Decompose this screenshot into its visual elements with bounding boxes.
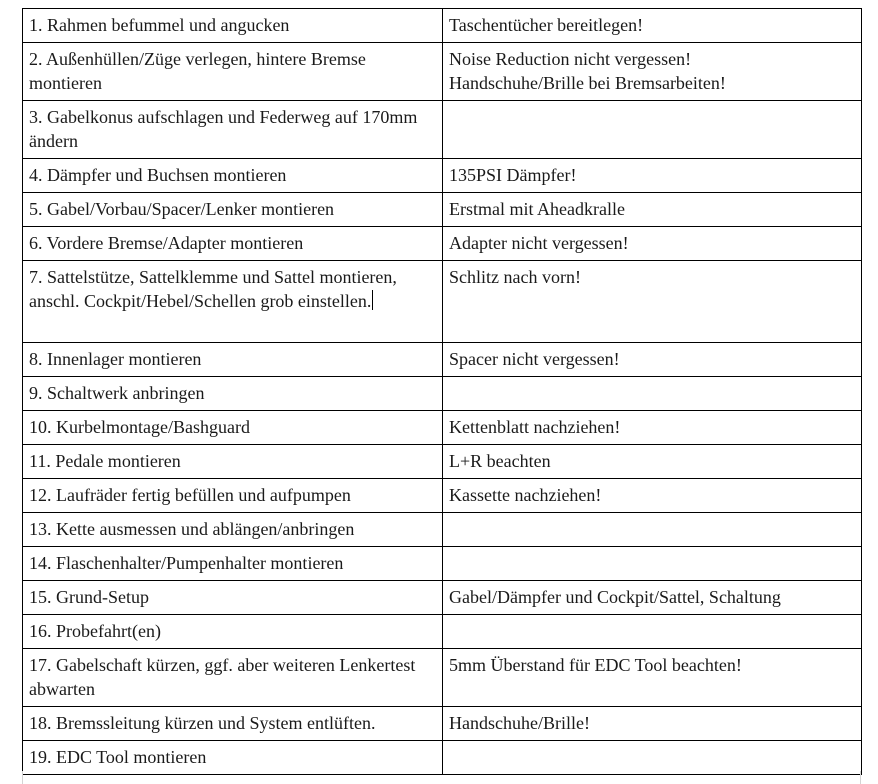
table-row	[23, 43, 862, 101]
checklist-table	[22, 8, 862, 775]
step-text: 13. Kette ausmessen und ablängen/anbringen	[29, 519, 355, 539]
step-text: 4. Dämpfer und Buchsen montieren	[29, 165, 287, 185]
step-cell[interactable]	[23, 411, 443, 445]
step-text: 17. Gabelschaft kürzen, ggf. aber weiteren Lenkertest abwarten	[29, 655, 416, 699]
note-text: Adapter nicht vergessen!	[449, 233, 629, 253]
table-row	[23, 581, 862, 615]
note-cell[interactable]	[443, 159, 862, 193]
step-text: 11. Pedale montieren	[29, 451, 181, 471]
table-row	[23, 411, 862, 445]
note-cell[interactable]	[443, 343, 862, 377]
step-cell[interactable]	[23, 547, 443, 581]
step-text: 9. Schaltwerk anbringen	[29, 383, 205, 403]
step-cell[interactable]	[23, 581, 443, 615]
step-text: 1. Rahmen befummel und angucken	[29, 15, 290, 35]
text-cursor	[372, 290, 373, 310]
note-cell[interactable]	[443, 227, 862, 261]
note-cell[interactable]	[443, 411, 862, 445]
table-row	[23, 377, 862, 411]
table-row	[23, 9, 862, 43]
table-row	[23, 445, 862, 479]
note-cell[interactable]	[443, 377, 862, 411]
note-cell[interactable]	[443, 479, 862, 513]
step-text: 12. Laufräder fertig befüllen und aufpumpen	[29, 485, 351, 505]
step-cell[interactable]	[23, 227, 443, 261]
step-cell[interactable]	[23, 43, 443, 101]
note-cell[interactable]	[443, 649, 862, 707]
table-row	[23, 547, 862, 581]
note-text: Noise Reduction nicht vergessen! Handschuhe/Brille bei Bremsarbeiten!	[449, 49, 726, 93]
note-cell[interactable]	[443, 581, 862, 615]
step-cell[interactable]	[23, 649, 443, 707]
step-cell[interactable]	[23, 513, 443, 547]
note-text: L+R beachten	[449, 451, 551, 471]
step-text: 2. Außenhüllen/Züge verlegen, hintere Bremse montieren	[29, 49, 366, 93]
page-edge	[22, 771, 861, 784]
table-row	[23, 227, 862, 261]
note-text: Schlitz nach vorn!	[449, 267, 581, 287]
table-row	[23, 513, 862, 547]
table-row	[23, 741, 862, 775]
note-cell[interactable]	[443, 261, 862, 343]
step-cell[interactable]	[23, 615, 443, 649]
note-text: Handschuhe/Brille!	[449, 713, 590, 733]
step-cell[interactable]	[23, 479, 443, 513]
step-cell[interactable]	[23, 445, 443, 479]
step-text: 19. EDC Tool montieren	[29, 747, 207, 767]
note-cell[interactable]	[443, 43, 862, 101]
note-text: Spacer nicht vergessen!	[449, 349, 620, 369]
table-row	[23, 343, 862, 377]
step-text: 7. Sattelstütze, Sattelklemme und Sattel montieren, anschl. Cockpit/Hebel/Schellen grob einstellen.	[29, 267, 397, 311]
note-cell[interactable]	[443, 707, 862, 741]
note-cell[interactable]	[443, 547, 862, 581]
note-text: Kettenblatt nachziehen!	[449, 417, 621, 437]
table-row	[23, 649, 862, 707]
step-cell[interactable]	[23, 343, 443, 377]
step-cell[interactable]	[23, 159, 443, 193]
step-cell[interactable]	[23, 377, 443, 411]
step-text: 5. Gabel/Vorbau/Spacer/Lenker montieren	[29, 199, 335, 219]
table-row	[23, 261, 862, 343]
table-row	[23, 159, 862, 193]
note-text: Taschentücher bereitlegen!	[449, 15, 644, 35]
step-cell[interactable]	[23, 9, 443, 43]
step-cell[interactable]	[23, 261, 443, 343]
table-row	[23, 707, 862, 741]
note-cell[interactable]	[443, 741, 862, 775]
note-cell[interactable]	[443, 513, 862, 547]
step-text: 8. Innenlager montieren	[29, 349, 202, 369]
step-cell[interactable]	[23, 193, 443, 227]
note-text: Gabel/Dämpfer und Cockpit/Sattel, Schaltung	[449, 587, 781, 607]
step-text: 18. Bremssleitung kürzen und System entlüften.	[29, 713, 376, 733]
note-text: 135PSI Dämpfer!	[449, 165, 577, 185]
step-text: 14. Flaschenhalter/Pumpenhalter montieren	[29, 553, 344, 573]
table-row	[23, 193, 862, 227]
note-cell[interactable]	[443, 101, 862, 159]
note-cell[interactable]	[443, 615, 862, 649]
step-text: 6. Vordere Bremse/Adapter montieren	[29, 233, 304, 253]
table-row	[23, 479, 862, 513]
step-text: 16. Probefahrt(en)	[29, 621, 161, 641]
note-cell[interactable]	[443, 445, 862, 479]
note-text: Kassette nachziehen!	[449, 485, 602, 505]
table-row	[23, 101, 862, 159]
note-cell[interactable]	[443, 9, 862, 43]
note-cell[interactable]	[443, 193, 862, 227]
note-text: Erstmal mit Aheadkralle	[449, 199, 625, 219]
step-text: 15. Grund-Setup	[29, 587, 149, 607]
step-cell[interactable]	[23, 741, 443, 775]
step-cell[interactable]	[23, 101, 443, 159]
step-text: 10. Kurbelmontage/Bashguard	[29, 417, 250, 437]
note-text: 5mm Überstand für EDC Tool beachten!	[449, 655, 742, 675]
step-text: 3. Gabelkonus aufschlagen und Federweg auf 170mm ändern	[29, 107, 418, 151]
table-row	[23, 615, 862, 649]
step-cell[interactable]	[23, 707, 443, 741]
